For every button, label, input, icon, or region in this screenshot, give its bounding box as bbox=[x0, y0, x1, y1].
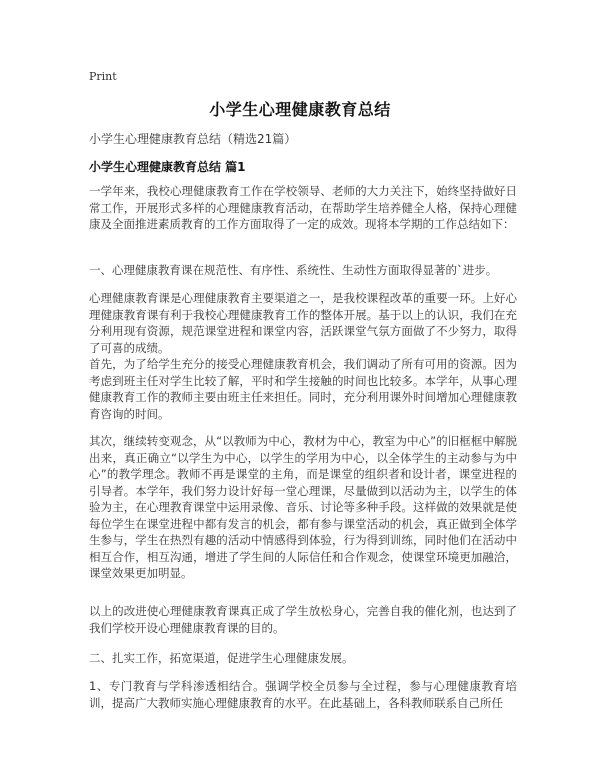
section-heading: 小学生心理健康教育总结 篇1 bbox=[89, 160, 246, 174]
paragraph-heading-1: 一、心理健康教育课在规范性、有序性、系统性、生动性方面取得显著的`进步。 bbox=[89, 263, 498, 277]
paragraph-course-importance: 心理健康教育课是心理健康教育主要渠道之一，是我校课程改革的重要一环。上好心理健康教育课有利于我校心理健康教育工作的整体开展。基于以上的认识，我们在充分利用现有资源，规范课堂进程和课堂内容，活跃课堂气氛方面做了不少努力，取得了可喜的成绩。 bbox=[89, 291, 517, 355]
paragraph-second: 其次，继续转变观念，从“以教师为中心，教材为中心，教室为中心”的旧框框中解脱出来，真正确立“以学生为中心，以学生的学用为中心，以全体学生的主动参与为中心”的教学理念。教师不再是课堂的主角，而是课堂的组织者和设计者，课堂进程的引导者。本学年，我们努力设计好每一堂心理课，尽量做到以活动为主，以学生的体验为主，在心理教育课堂中运用录像、音乐、讨论等多种手段。这样做的效果就是使每位学生在课堂进程中都有发言的机会，都有参与课堂活动的机会，真正做到全体学生参与，学生在热烈有趣的活动中情感得到体验，行为得到训练，同时他们在活动中相互合作，相互沟通，增进了学生间的人际信任和合作观念，使课堂环境更加融洽，课堂效果更加明显。 bbox=[89, 434, 517, 580]
paragraph-intro: 一学年来，我校心理健康教育工作在学校领导、老师的大力关注下，始终坚持做好日常工作，开展形式多样的心理健康教育活动，在帮助学生培养健全人格，保持心理健康及全面推进素质教育的工作方面取得了一定的成效。现将本学期的工作总结如下： bbox=[89, 184, 517, 231]
paragraph-heading-2: 二、扎实工作，拓宽渠道，促进学生心理健康发展。 bbox=[89, 651, 354, 665]
print-label: Print bbox=[89, 70, 117, 83]
document-subtitle: 小学生心理健康教育总结（精选21篇） bbox=[89, 132, 297, 146]
paragraph-first: 首先，为了给学生充分的接受心理健康教育机会，我们调动了所有可用的资源。因为考虑到班主任对学生比较了解，平时和学生接触的时间也比较多。本学年，从事心理健康教育工作的教师主要由班主任来担任。同时，充分利用课外时间增加心理健康教育咨询的时间。 bbox=[89, 357, 517, 421]
document-title: 小学生心理健康教育总结 bbox=[209, 100, 391, 119]
paragraph-item-1: 1、专门教育与学科渗透相结合。强调学校全员参与全过程，参与心理健康教育培训，提高广大教师实施心理健康教育的水平。在此基础上，各科教师联系自己所任 bbox=[89, 679, 517, 710]
paragraph-conclusion: 以上的改进使心理健康教育课真正成了学生放松身心，完善自我的催化剂，也达到了我们学校开设心理健康教育课的目的。 bbox=[89, 604, 517, 635]
